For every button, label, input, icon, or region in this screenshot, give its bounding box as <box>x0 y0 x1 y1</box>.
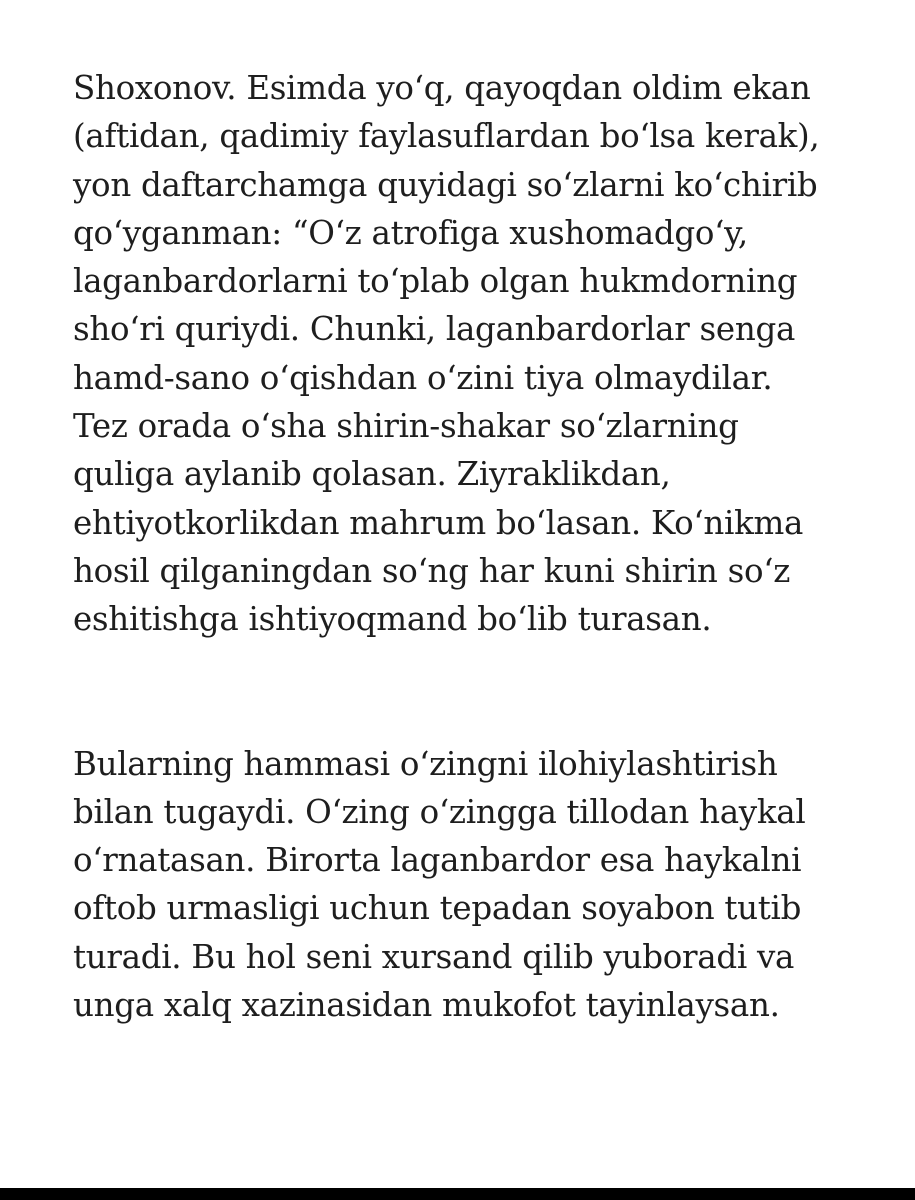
paragraph-2 <box>37 740 897 1030</box>
paragraph-spacer <box>37 644 897 740</box>
book-text <box>37 64 897 1029</box>
text-line: laganbardorlarni toʻplab olgan hukmdorning <box>73 262 798 301</box>
text-line: ehtiyotkorlikdan mahrum boʻlasan. Koʻnikma <box>73 503 804 542</box>
text-line: quliga aylanib qolasan. Ziyraklikdan, <box>73 455 671 494</box>
text-line: bilan tugaydi. Oʻzing oʻzingga tillodan haykal <box>73 792 806 831</box>
text-line: hamd-sano oʻqishdan oʻzini tiya olmaydilar. <box>73 358 773 397</box>
text-line: Tez orada oʻsha shirin-shakar soʻzlarning <box>73 407 739 446</box>
text-line: unga xalq xazinasidan mukofot tayinlaysan. <box>73 986 780 1025</box>
text-line: Bularning hammasi oʻzingni ilohiylashtirish <box>73 744 778 783</box>
text-line: yon daftarchamga quyidagi soʻzlarni koʻchirib <box>73 165 818 204</box>
text-line: eshitishga ishtiyoqmand boʻlib turasan. <box>73 600 712 639</box>
text-line: (aftidan, qadimiy faylasuflardan boʻlsa kerak), <box>73 117 820 156</box>
text-line: oʻrnatasan. Birorta laganbardor esa haykalni <box>73 841 802 880</box>
text-line: oftob urmasligi uchun tepadan soyabon tutib <box>73 889 802 928</box>
bottom-edge-bar <box>0 1188 915 1200</box>
text-line: Shoxonov. Esimda yoʻq, qayoqdan oldim ekan <box>73 69 811 107</box>
text-line: hosil qilganingdan soʻng har kuni shirin soʻz <box>73 551 791 590</box>
text-line: shoʻri quriydi. Chunki, laganbardorlar senga <box>73 310 796 349</box>
text-line: turadi. Bu hol seni xursand qilib yuboradi va <box>73 937 795 976</box>
paragraph-1 <box>37 64 897 644</box>
text-line: qoʻyganman: “Oʻz atrofiga xushomadgoʻy, <box>73 213 748 252</box>
